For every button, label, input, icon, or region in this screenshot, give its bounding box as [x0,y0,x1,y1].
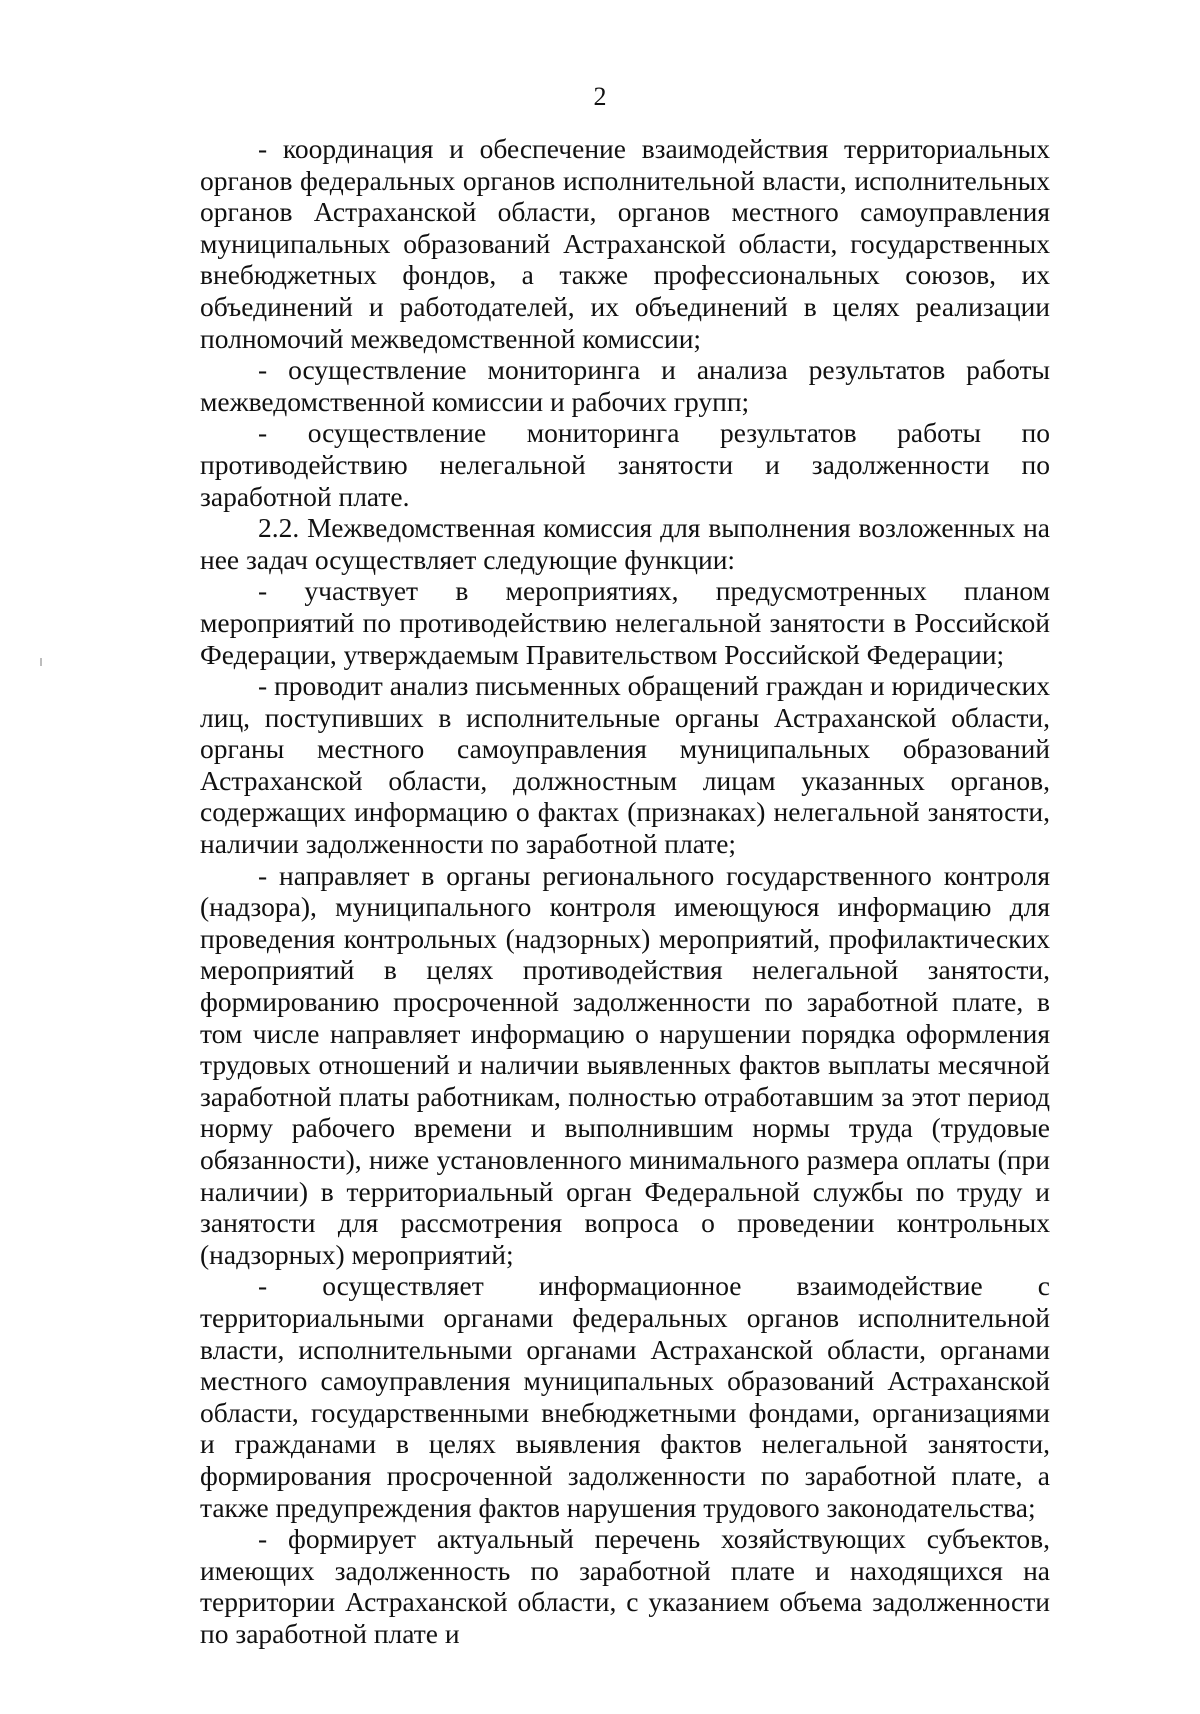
page-number: 2 [593,82,607,111]
scan-artifact [40,658,42,666]
paragraph-information-interaction: - осуществляет информационное взаимодействие с территориальными органами федеральных органов исполнительной власти, исполнительными органами Астраханской области, органами местного самоуправления муниципальных образований Астраханской области, государственными внебюджетными фондами, организациями и гражданами в целях выявления фактов нелегальной занятости, формирования просроченной задолженности по заработной плате, а также предупреждения фактов нарушения трудового законодательства; [200,1270,1050,1523]
paragraph-sends-information: - направляет в органы регионального государственного контроля (надзора), муниципального контроля имеющуюся информацию для проведения контрольных (надзорных) мероприятий, профилактических мероприятий в целях противодействия нелегальной занятости, формированию просроченной задолженности по заработной плате, в том числе направляет информацию о нарушении порядка оформления трудовых отношений и наличии выявленных фактов выплаты месячной заработной платы работникам, полностью отработавшим за этот период норму рабочего времени и выполнившим нормы труда (трудовые обязанности), ниже установленного минимального размера оплаты (при наличии) в территориальный орган Федеральной службы по труду и занятости для рассмотрения вопроса о проведении контрольных (надзорных) мероприятий; [200,859,1050,1270]
paragraph-participates: - участвует в мероприятиях, предусмотренных планом мероприятий по противодействию нелегальной занятости в Российской Федерации, утверждаемым Правительством Российской Федерации; [200,575,1050,670]
paragraph-coordination: - координация и обеспечение взаимодействия территориальных органов федеральных органов исполнительной власти, исполнительных органов Астраханской области, органов местного самоуправления муниципальных образований Астраханской области, государственных внебюджетных фондов, а также профессиональных союзов, их объединений и работодателей, их объединений в целях реализации полномочий межведомственной комиссии; [200,133,1050,354]
paragraph-monitoring-results: - осуществление мониторинга результатов работы по противодействию нелегальной занятости и задолженности по заработной плате. [200,417,1050,512]
paragraph-analysis-appeals: - проводит анализ письменных обращений граждан и юридических лиц, поступивших в исполнительные органы Астраханской области, органы местного самоуправления муниципальных образований Астраханской области, должностным лицам указанных органов, содержащих информацию о фактах (признаках) нелегальной занятости, наличии задолженности по заработной плате; [200,670,1050,860]
document-body [200,133,1050,1650]
paragraph-section-2-2: 2.2. Межведомственная комиссия для выполнения возложенных на нее задач осуществляет следующие функции: [200,512,1050,575]
paragraph-forms-list: - формирует актуальный перечень хозяйствующих субъектов, имеющих задолженность по заработной плате и находящихся на территории Астраханской области, с указанием объема задолженности по заработной плате и [200,1523,1050,1649]
paragraph-monitoring-commission: - осуществление мониторинга и анализа результатов работы межведомственной комиссии и рабочих групп; [200,354,1050,417]
